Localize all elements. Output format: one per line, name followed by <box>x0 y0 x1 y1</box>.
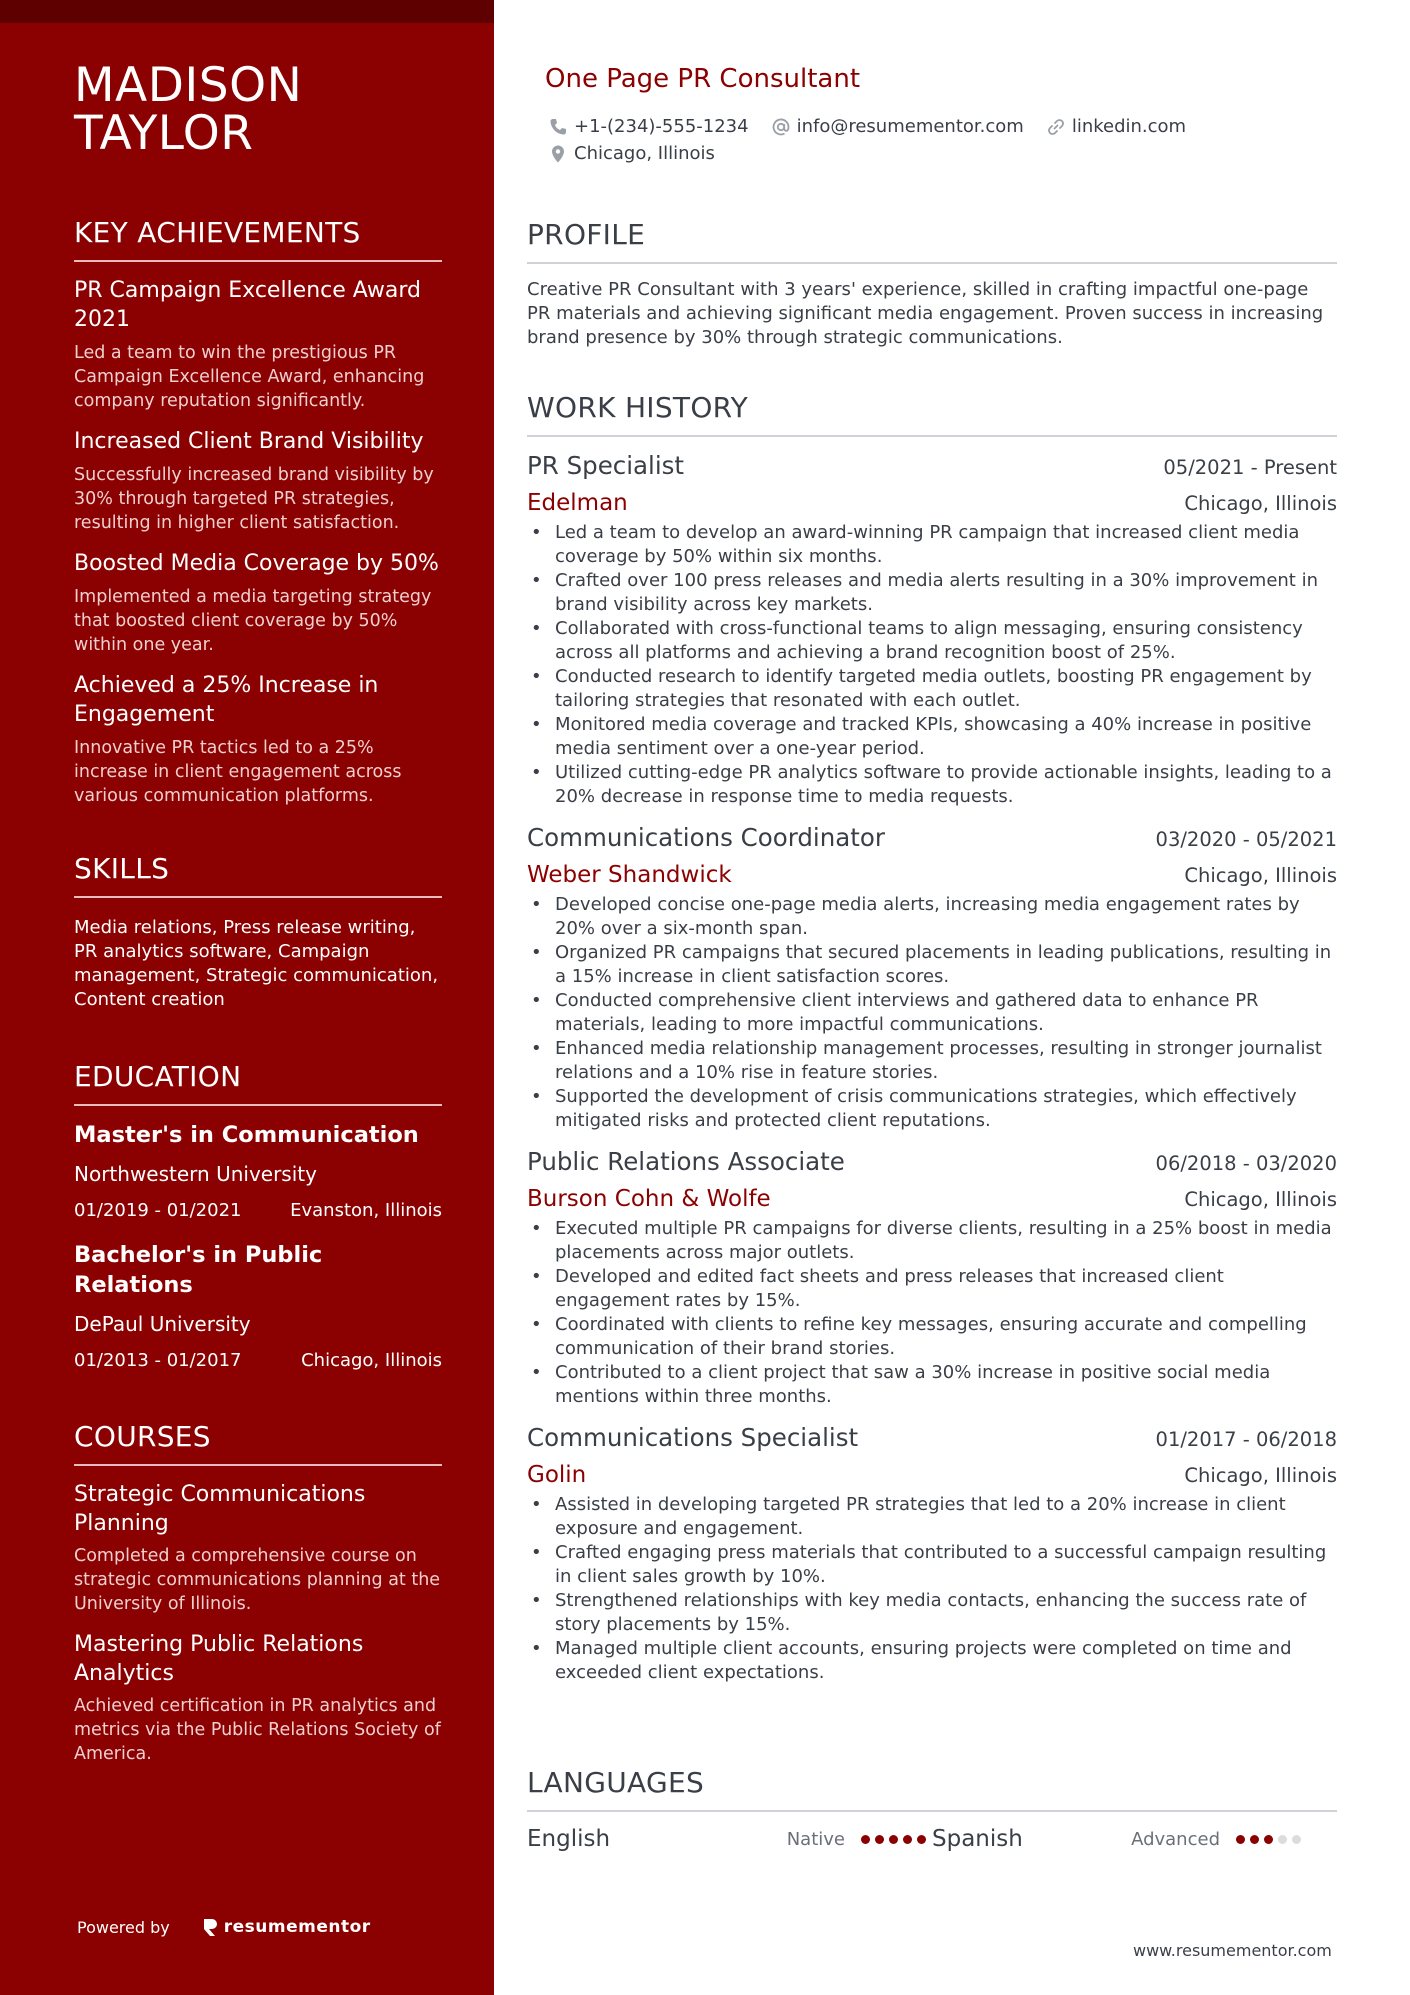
job-bullet: • Enhanced media relationship management processes, resulting in stronger journalist relations and a 10% rise in feature stories. <box>527 1037 1337 1085</box>
course-item <box>74 1480 442 1616</box>
phone-text: +1-(234)-555-1234 <box>574 116 749 137</box>
job-role: Communications Specialist <box>527 1423 859 1452</box>
contact-email[interactable] <box>771 116 1024 137</box>
rating-dot-empty <box>1278 1835 1287 1844</box>
job-bullet: • Developed concise one-page media alerts, increasing media engagement rates by 20% over a six-month span. <box>527 893 1337 941</box>
job-bullet: • Strengthened relationships with key media contacts, enhancing the success rate of story placements by 15%. <box>527 1589 1337 1637</box>
education-dates: 01/2019 - 01/2021 <box>74 1200 242 1221</box>
education-degree: Master's in Communication <box>74 1122 419 1148</box>
rating-dot-filled <box>861 1835 870 1844</box>
job-bullet: • Contributed to a client project that saw a 30% increase in positive social media mentions within three months. <box>527 1361 1337 1409</box>
sidebar-top-strip <box>0 0 494 23</box>
achievement-item <box>74 671 442 808</box>
education-item <box>74 1120 442 1224</box>
rating-dot-filled <box>1250 1835 1259 1844</box>
linkedin-text: linkedin.com <box>1071 116 1187 137</box>
course-item <box>74 1630 442 1766</box>
course-title: Strategic Communications Planning <box>74 1482 366 1536</box>
job-location: Chicago, Illinois <box>1184 492 1337 515</box>
achievements-section <box>74 216 442 808</box>
language-level: Advanced <box>1131 1828 1220 1850</box>
education-section <box>74 1060 442 1374</box>
rating-dot-filled <box>889 1835 898 1844</box>
achievement-title: Achieved a 25% Increase in Engagement <box>74 673 379 727</box>
job-location: Chicago, Illinois <box>1184 1464 1337 1487</box>
powered-by <box>77 1917 371 1937</box>
job-entry <box>527 823 1337 1133</box>
language-name: English <box>527 1826 611 1852</box>
headline: One Page PR Consultant <box>545 64 861 94</box>
languages-heading: LANGUAGES <box>527 1766 1337 1812</box>
resumementor-logo-icon <box>202 1917 218 1937</box>
language-name: Spanish <box>932 1826 1023 1852</box>
languages-section <box>527 1766 1337 1854</box>
job-bullet: • Organized PR campaigns that secured placements in leading publications, resulting in a 15% increase in client satisfaction scores. <box>527 941 1337 989</box>
language-rating <box>861 1835 931 1844</box>
skills-section <box>74 852 442 1012</box>
job-company: Weber Shandwick <box>527 862 732 888</box>
job-bullet: • Managed multiple client accounts, ensuring projects were completed on time and exceeded client expectations. <box>527 1637 1337 1685</box>
job-entry <box>527 1423 1337 1685</box>
job-location: Chicago, Illinois <box>1184 1188 1337 1211</box>
language-level: Native <box>786 1828 845 1850</box>
rating-dot-filled <box>917 1835 926 1844</box>
location-text: Chicago, Illinois <box>574 143 715 164</box>
job-bullets <box>527 1493 1337 1685</box>
achievement-desc: Innovative PR tactics led to a 25% increase in client engagement across various communication platforms. <box>74 738 402 806</box>
work-history-section <box>527 391 1337 1685</box>
email-text: info@resumementor.com <box>796 116 1024 137</box>
job-bullet: • Led a team to develop an award-winning PR campaign that increased client media coverage by 50% within six months. <box>527 521 1337 569</box>
education-location: Evanston, Illinois <box>290 1200 442 1221</box>
job-company: Edelman <box>527 490 628 516</box>
achievement-item <box>74 427 442 535</box>
name-line-1: MADISON <box>74 58 303 113</box>
job-bullet: • Conducted comprehensive client interviews and gathered data to enhance PR materials, leading to more impactful communications. <box>527 989 1337 1037</box>
job-bullets <box>527 521 1337 809</box>
language-item <box>527 1826 932 1852</box>
rating-dot-filled <box>1264 1835 1273 1844</box>
achievement-title: Increased Client Brand Visibility <box>74 429 424 454</box>
course-title: Mastering Public Relations Analytics <box>74 1632 364 1686</box>
contact-linkedin[interactable] <box>1046 116 1186 137</box>
job-bullet: • Crafted engaging press materials that contributed to a successful campaign resulting in client sales growth by 10%. <box>527 1541 1337 1589</box>
achievement-item <box>74 549 442 657</box>
achievement-desc: Successfully increased brand visibility by 30% through targeted PR strategies, resulting in higher client satisfaction. <box>74 465 434 533</box>
job-bullets <box>527 893 1337 1133</box>
profile-summary: Creative PR Consultant with 3 years' experience, skilled in crafting impactful one-page PR materials and achieving significant media engagement. Proven success in increasing brand presence by 30% through strategic communications. <box>527 279 1324 348</box>
job-dates: 03/2020 - 05/2021 <box>1155 828 1337 851</box>
achievements-heading: KEY ACHIEVEMENTS <box>74 216 442 262</box>
contact-info <box>548 113 1338 167</box>
job-bullets <box>527 1217 1337 1409</box>
job-company: Burson Cohn & Wolfe <box>527 1186 771 1212</box>
link-icon <box>1046 117 1066 137</box>
course-desc: Achieved certification in PR analytics and metrics via the Public Relations Society of America. <box>74 1696 441 1764</box>
courses-heading: COURSES <box>74 1420 442 1466</box>
job-bullet: • Collaborated with cross-functional teams to align messaging, ensuring consistency across all platforms and achieving a brand recognition boost of 25%. <box>527 617 1337 665</box>
job-bullet: • Coordinated with clients to refine key messages, ensuring accurate and compelling communication of their brand stories. <box>527 1313 1337 1361</box>
course-desc: Completed a comprehensive course on strategic communications planning at the University of Illinois. <box>74 1546 441 1614</box>
phone-icon <box>548 117 568 137</box>
rating-dot-filled <box>1236 1835 1245 1844</box>
rating-dot-filled <box>903 1835 912 1844</box>
job-company: Golin <box>527 1462 587 1488</box>
education-school: Northwestern University <box>74 1162 317 1186</box>
brand-logo-link[interactable] <box>202 1917 371 1937</box>
job-dates: 06/2018 - 03/2020 <box>1155 1152 1337 1175</box>
education-dates: 01/2013 - 01/2017 <box>74 1350 242 1371</box>
achievement-desc: Led a team to win the prestigious PR Campaign Excellence Award, enhancing company reputation significantly. <box>74 343 425 411</box>
job-bullet: • Crafted over 100 press releases and media alerts resulting in a 30% improvement in brand visibility across key markets. <box>527 569 1337 617</box>
achievement-title: Boosted Media Coverage by 50% <box>74 551 439 576</box>
achievement-item <box>74 276 442 413</box>
job-bullet: • Developed and edited fact sheets and press releases that increased client engagement rates by 15%. <box>527 1265 1337 1313</box>
skills-heading: SKILLS <box>74 852 442 898</box>
job-bullet: • Utilized cutting-edge PR analytics software to provide actionable insights, leading to a 20% decrease in response time to media requests. <box>527 761 1337 809</box>
job-role: PR Specialist <box>527 451 685 480</box>
achievement-title: PR Campaign Excellence Award 2021 <box>74 278 422 332</box>
name-line-2: TAYLOR <box>74 106 254 161</box>
job-role: Public Relations Associate <box>527 1147 845 1176</box>
contact-location <box>548 143 715 164</box>
profile-section <box>527 218 1337 350</box>
job-entry <box>527 451 1337 809</box>
education-degree: Bachelor's in Public Relations <box>74 1242 323 1298</box>
work-history-heading: WORK HISTORY <box>527 391 1337 437</box>
profile-heading: PROFILE <box>527 218 1337 264</box>
job-dates: 01/2017 - 06/2018 <box>1155 1428 1337 1451</box>
education-location: Chicago, Illinois <box>301 1350 442 1371</box>
sidebar <box>0 0 494 1995</box>
footer-url[interactable]: www.resumementor.com <box>1133 1941 1332 1960</box>
job-dates: 05/2021 - Present <box>1163 456 1337 479</box>
job-bullet: • Supported the development of crisis communications strategies, which effectively mitigated risks and protected client reputations. <box>527 1085 1337 1133</box>
brand-name: resumementor <box>223 1917 371 1937</box>
job-location: Chicago, Illinois <box>1184 864 1337 887</box>
at-icon <box>771 117 791 137</box>
contact-phone[interactable] <box>548 116 749 137</box>
job-bullet: • Executed multiple PR campaigns for diverse clients, resulting in a 25% boost in media placements across major outlets. <box>527 1217 1337 1265</box>
education-school: DePaul University <box>74 1312 251 1336</box>
education-heading: EDUCATION <box>74 1060 442 1106</box>
job-entry <box>527 1147 1337 1409</box>
courses-section <box>74 1420 442 1766</box>
achievement-desc: Implemented a media targeting strategy that boosted client coverage by 50% within one year. <box>74 587 432 655</box>
candidate-name <box>74 58 442 161</box>
skills-list: Media relations, Press release writing, PR analytics software, Campaign management, Strategic communication, Content creation <box>74 917 439 1010</box>
education-item <box>74 1240 442 1374</box>
job-bullet: • Assisted in developing targeted PR strategies that led to a 20% increase in client exposure and engagement. <box>527 1493 1337 1541</box>
job-role: Communications Coordinator <box>527 823 885 852</box>
rating-dot-empty <box>1292 1835 1301 1844</box>
powered-by-label: Powered by <box>77 1917 170 1937</box>
job-bullet: • Conducted research to identify targeted media outlets, boosting PR engagement by tailoring strategies that resonated with each outlet. <box>527 665 1337 713</box>
rating-dot-filled <box>875 1835 884 1844</box>
job-bullet: • Monitored media coverage and tracked KPIs, showcasing a 40% increase in positive media sentiment over a one-year period. <box>527 713 1337 761</box>
pin-icon <box>548 144 568 164</box>
language-rating <box>1236 1835 1306 1844</box>
language-item <box>932 1826 1322 1852</box>
